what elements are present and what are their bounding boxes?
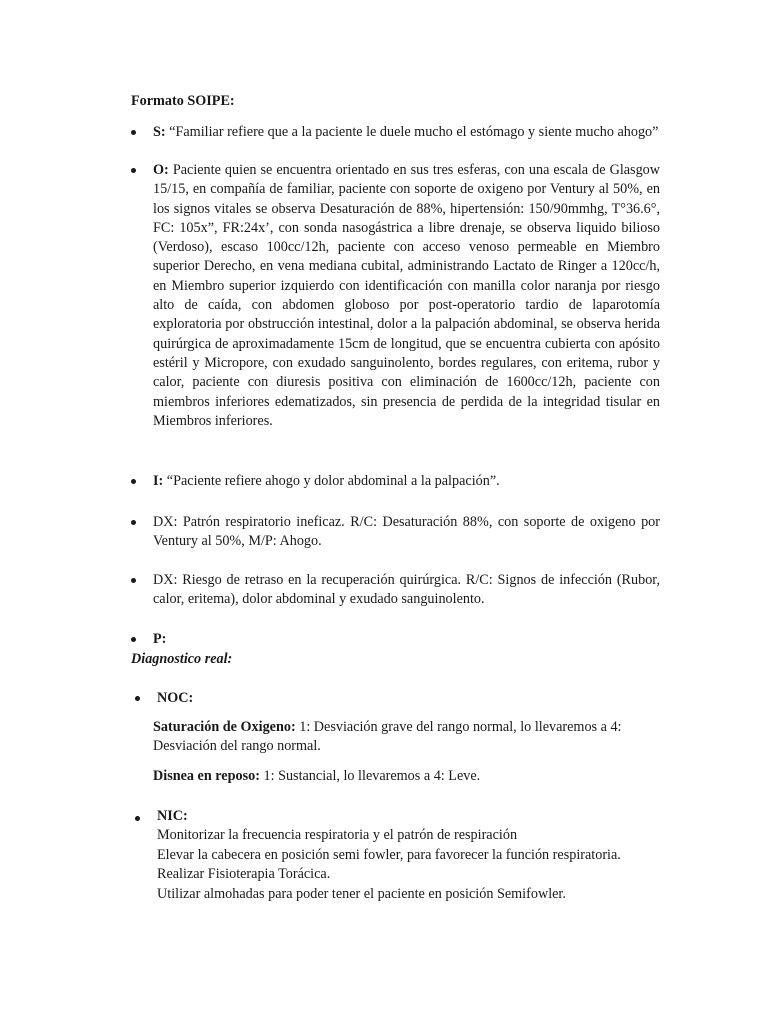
nic-label: NIC:: [157, 808, 188, 824]
o-label: O:: [153, 162, 169, 178]
bullet-icon: [131, 637, 136, 642]
saturacion-label: Saturación de Oxigeno:: [153, 719, 296, 735]
disnea-text: 1: Sustancial, lo llevaremos a 4: Leve.: [263, 768, 481, 784]
dx-recuperacion-item: DX: Riesgo de retraso en la recuperación quirúrgica. R/C: Signos de infección (Rubor, calor, eritema), dolor abdominal y exudado sanguinolento.: [153, 572, 660, 608]
i-text: “Paciente refiere ahogo y dolor abdominal a la palpación”.: [166, 473, 500, 489]
bullet-icon: [135, 696, 140, 701]
bullet-icon: [131, 168, 136, 173]
diagnostico-heading: Diagnostico real:: [131, 651, 233, 667]
bullet-icon: [131, 479, 136, 484]
document-title: Formato SOIPE:: [131, 93, 235, 109]
nic-item: Monitorizar la frecuencia respiratoria y el patrón de respiración: [157, 827, 518, 843]
noc-label: NOC:: [157, 690, 194, 706]
saturacion-text: 1: Desviación grave del rango normal, lo llevaremos a 4: Desviación del rango normal.: [153, 719, 622, 755]
s-label: S:: [153, 124, 166, 140]
soipe-s-item: [153, 123, 660, 142]
disnea-label: Disnea en reposo:: [153, 768, 260, 784]
bullet-icon: [131, 520, 136, 525]
bullet-icon: [131, 578, 136, 583]
noc-disnea: [153, 767, 663, 786]
soipe-o-item: [153, 161, 660, 431]
noc-saturacion: [153, 718, 663, 757]
bullet-icon: [135, 816, 140, 821]
nic-item: Utilizar almohadas para poder tener el paciente en posición Semifowler.: [157, 886, 566, 902]
i-label: I:: [153, 473, 164, 489]
nic-item: Elevar la cabecera en posición semi fowler, para favorecer la función respiratoria.: [157, 847, 621, 863]
bullet-icon: [131, 130, 136, 135]
s-text: “Familiar refiere que a la paciente le duele mucho el estómago y siente mucho ahogo”: [169, 124, 659, 140]
p-label: P:: [153, 631, 167, 647]
dx-respiratorio-item: DX: Patrón respiratorio ineficaz. R/C: Desaturación 88%, con soporte de oxigeno por Ventury al 50%, M/P: Ahogo.: [153, 514, 660, 550]
soipe-i-item: [153, 472, 660, 491]
nic-item: Realizar Fisioterapia Torácica.: [157, 866, 331, 882]
o-text: Paciente quien se encuentra orientado en sus tres esferas, con una escala de Glasgow 15/15, en compañía de familiar, paciente con soporte de oxigeno por Ventury al 50%, en los signos vitales se observa Desaturación de 88%, hipertensión: 150/90mmhg, T°36.6°, FC: 105x”, FR:24x’, con sonda nasogástrica a libre drenaje, se observa liquido bilioso (Verdoso), escaso 100cc/12h, paciente con acceso venoso permeable en Miembro superior Derecho, en vena mediana cubital, administrando Lactato de Ringer a 120cc/h, en Miembro superior izquierdo con identificación con manilla color naranja por riesgo alto de caída, con abdomen globoso por post-operatorio tardio de laparotomía exploratoria por obstrucción intestinal, dolor a la palpación abdominal, se observa herida quirúrgica de aproximadamente 15cm de longitud, que se encuentra cubierta con apósito estéril y Micropore, con exudado sanguinolento, bordes regulares, con eritema, rubor y calor, paciente con diuresis positiva con eliminación de 1600cc/12h, paciente con miembros inferiores edematizados, sin presencia de perdida de la integridad tisular en Miembros inferiores.: [153, 162, 661, 429]
